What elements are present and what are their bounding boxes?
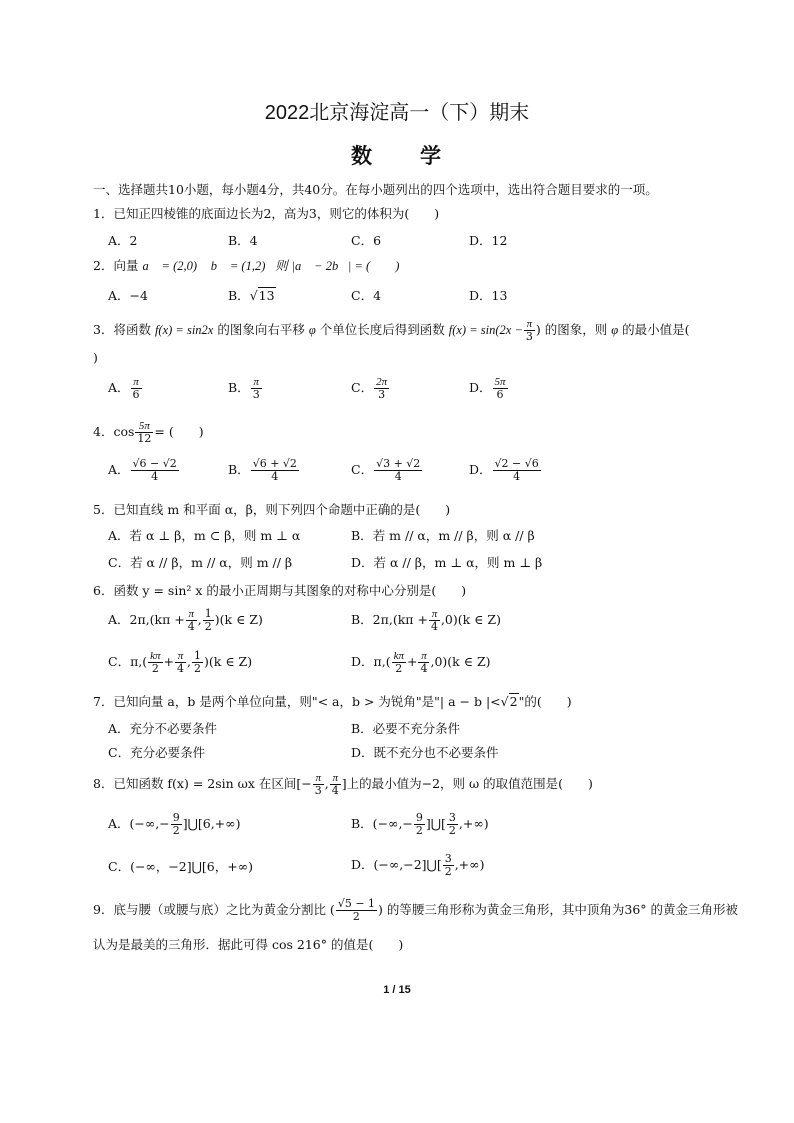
subject-heading: 数 学 [351, 144, 443, 168]
q3-stem-e: 个单位长度后得到函数 [319, 322, 445, 337]
q2-option-c: C．4 [351, 288, 382, 303]
q2-option-b-radicand: 13 [258, 288, 275, 303]
q2-option-b: B．√13 [228, 288, 275, 303]
q2-vector-a: a⃗ = (2,0)， [142, 259, 207, 273]
q5-stem: 5．已知直线 m 和平面 α，β，则下列四个命题中正确的是( ) [93, 502, 451, 517]
q1-option-a: A．2 [108, 233, 138, 248]
q4-option-a: A． $\frac{√6 - √2}{4}$ [108, 457, 177, 483]
q2-option-b-label: B． [228, 288, 250, 303]
q3-stem-j: 的最小值是( [622, 322, 690, 337]
q3-stem-c: 的图象向右平移 [217, 322, 305, 337]
q1-stem: 1．已知正四棱锥的底面边长为2，高为3，则它的体积为( ) [93, 206, 440, 221]
q3-func: f(x) = sin2x [154, 323, 214, 337]
q3-option-d: D． $\frac{5\pi}{6}$ [469, 376, 506, 401]
q3-stem-end: ) [93, 350, 98, 365]
q8-option-d: D．(−∞,−2]⋃[ $\frac{3}{2}$ ,+∞) [351, 852, 485, 878]
q4-option-b: B． $\frac{√6 + √2}{4}$ [228, 457, 297, 483]
q7-option-b: B．必要不充分条件 [351, 721, 461, 736]
q3-stem-a: 3．将函数 [93, 322, 151, 337]
q4-option-c: C． $\frac{√3 + √2}{4}$ [351, 457, 421, 483]
q5-option-c: C．若 α // β，m // α，则 m // β [108, 555, 293, 570]
q3-option-c: C． $\frac{2\pi}{3}$ [351, 376, 388, 401]
q2-option-d: D．13 [469, 288, 508, 303]
q8-option-b: B．(−∞,− $\frac{9}{2}$ ]⋃[ $\frac{3}{2}$ ,+∞) [351, 811, 489, 837]
q8-option-c: C．(−∞，−2]⋃[6，+∞) [108, 859, 253, 874]
q2-vector-b: b⃗ = (1,2)，则 [210, 259, 288, 273]
q4-stem: 4．cos $\frac{5\pi}{12}$ = ( ) [93, 420, 204, 445]
page-number: 1 / 15 [383, 984, 411, 996]
q9-stem-line1: 9．底与腰（或腰与底）之比为黄金分割比 ( $\frac{√5 - 1}{2}$ ) 的等腰三角形称为黄金三角形，其中顶角为36° 的黄金三角形被 [93, 897, 739, 923]
q2-stem-a: 2．向量 [93, 258, 139, 273]
q3-phi2: φ [611, 323, 619, 337]
q8-option-a: A．(−∞,− $\frac{9}{2}$ ]⋃[6,+∞) [108, 811, 241, 837]
q7-option-a: A．充分不必要条件 [108, 721, 218, 736]
q7-option-d: D．既不充分也不必要条件 [351, 745, 499, 760]
q2-option-a: A．−4 [108, 288, 148, 303]
q3-frac-num: π [524, 318, 535, 331]
q3-func2: f(x) = sin(2x − [448, 323, 523, 337]
q3-phi: φ [308, 323, 316, 337]
q3-stem-h: 的图象，则 [544, 322, 608, 337]
q7-stem: 7．已知向量 a，b 是两个单位向量，则"< a，b > 为锐角"是"| a − b |<√2"的( ) [93, 694, 572, 709]
q3-frac-den: 3 [525, 330, 533, 343]
q6-option-d: D．π,( $\frac{k\pi}{2}$ + $\frac{\pi}{4}$ ,0)(k ∈ Z) [351, 650, 491, 675]
q3-paren: ) [535, 322, 541, 337]
q3-option-a: A． $\frac{\pi}{6}$ [108, 376, 140, 401]
q1-option-c: C．6 [351, 233, 382, 248]
q9-stem-line2: 认为是最美的三角形．据此可得 cos 216° 的值是( ) [93, 937, 404, 952]
q6-option-c: C．π,( $\frac{k\pi}{2}$ + $\frac{\pi}{4}$ , $\frac{1}{2}$ )(k ∈ Z) [108, 649, 253, 675]
q6-stem: 6．函数 y = sin² x 的最小正周期与其图象的对称中心分别是( ) [93, 583, 467, 598]
q5-option-b: B．若 m // α，m // β，则 α // β [351, 528, 535, 543]
q2-expression: |a⃗ − 2b⃗| = ( ) [291, 259, 400, 273]
q3-stem [93, 318, 690, 343]
q6-option-a: A．2π,(kπ + $\frac{\pi}{4}$ , $\frac{1}{2}$ )(k ∈ Z) [108, 607, 263, 633]
q1-option-d: D．12 [469, 233, 508, 248]
q4-option-d: D． $\frac{√2 - √6}{4}$ [469, 457, 539, 483]
q6-option-b: B．2π,(kπ + $\frac{\pi}{4}$ ,0)(k ∈ Z) [351, 608, 501, 633]
q7-option-c: C．充分必要条件 [108, 745, 206, 760]
q2-stem [93, 256, 399, 274]
q1-option-b: B．4 [228, 233, 258, 248]
q5-option-a: A．若 α ⊥ β，m ⊂ β，则 m ⊥ α [108, 528, 301, 543]
page-title: 2022北京海淀高一（下）期末 [264, 102, 530, 124]
section-intro: 一、选择题共10小题，每小题4分，共40分。在每小题列出的四个选项中，选出符合题目要求的一项。 [93, 182, 658, 197]
q8-stem: 8．已知函数 f(x) = 2sin ωx 在区间[− $\frac{\pi}{3}$ , $\frac{\pi}{4}$ ]上的最小值为−2，则 ω 的取值范围是( ) [93, 772, 593, 797]
q5-option-d: D．若 α // β，m ⊥ α，则 m ⊥ β [351, 555, 543, 570]
q3-option-b: B． $\frac{\pi}{3}$ [228, 376, 260, 401]
